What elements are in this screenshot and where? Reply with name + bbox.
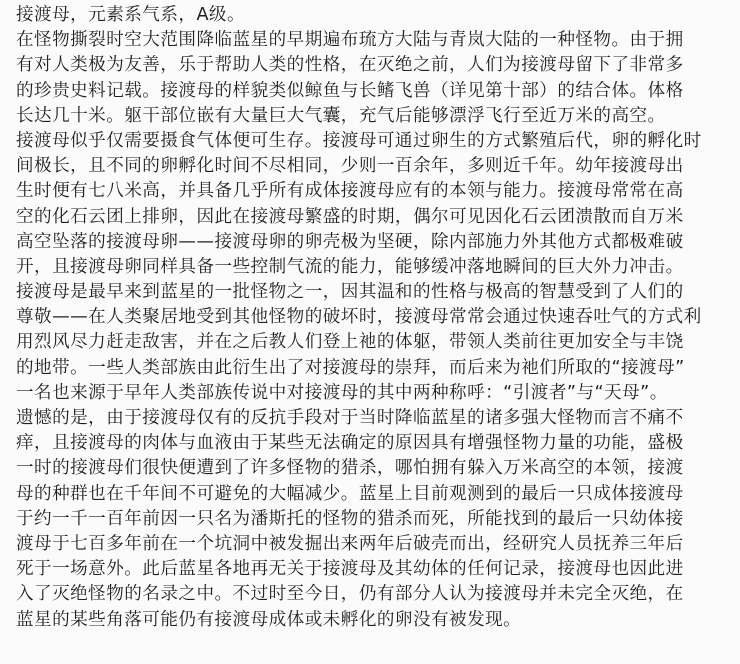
text-line: 于约一千一百年前因一只名为潘斯托的怪物的猎杀而死，所能找到的最后一只幼体接 bbox=[16, 508, 684, 529]
text-line: 生时便有七八米高，并具备几乎所有成体接渡母应有的本领与能力。接渡母常常在高 bbox=[16, 181, 684, 202]
text-line: 开，且接渡母卵同样具备一些控制气流的能力，能够缓冲落地瞬间的巨大外力冲击。 bbox=[16, 256, 684, 277]
text-line: 遗憾的是，由于接渡母仅有的反抗手段对于当时降临蓝星的诸多强大怪物而言不痛不 bbox=[16, 408, 684, 428]
text-line: 入了灭绝怪物的名录之中。不过时至今日，仍有部分人认为接渡母并未完全灭绝，在 bbox=[16, 584, 684, 605]
text-line: 的地带。一些人类部族由此衍生出了对接渡母的崇拜，而后来为祂们所取的“接渡母” bbox=[16, 357, 685, 378]
text-line: 渡母于七百多年前在一个坑洞中被发掘出来两年后破壳而出，经研究人员抚养三年后 bbox=[16, 533, 684, 554]
text-line: 的珍贵史料记载。接渡母的样貌类似鲸鱼与长鳍飞兽（详见第十部）的结合体。体格 bbox=[16, 80, 684, 101]
text-line: 死于一场意外。此后蓝星各地再无关于接渡母及其幼体的任何记录，接渡母也因此进 bbox=[16, 559, 684, 580]
text-line: 痒，且接渡母的肉体与血液由于某些无法确定的原因具有增强怪物力量的功能，盛极 bbox=[16, 433, 684, 454]
text-line: 接渡母是最早来到蓝星的一批怪物之一，因其温和的性格与极高的智慧受到了人们的 bbox=[16, 282, 684, 303]
text-line: 用烈风尽力赶走敌害，并在之后教人们登上祂的体躯，带领人类前往更加安全与丰饶 bbox=[16, 332, 684, 353]
text-line: 蓝星的某些角落可能仍有接渡母成体或未孵化的卵没有被发现。 bbox=[16, 609, 522, 630]
text-line: 一时的接渡母们很快便遭到了许多怪物的猎杀，哪怕拥有躲入万米高空的本领，接渡 bbox=[16, 458, 684, 479]
text-line: 有对人类极为友善，乐于帮助人类的性格，在灭绝之前，人们为接渡母留下了非常多 bbox=[16, 55, 684, 76]
text-line: 一名也来源于早年人类部族传说中对接渡母的其中两种称呼：“引渡者”与“天母”。 bbox=[16, 382, 668, 403]
text-line: 尊敬——在人类聚居地受到其他怪物的破坏时，接渡母常常会通过快速吞吐气的方式利 bbox=[16, 307, 702, 328]
text-line: 母的种群也在千年间不可避免的大幅减少。蓝星上目前观测到的最后一只成体接渡母 bbox=[16, 483, 684, 504]
text-line-title: 接渡母，元素系气系，A级。 bbox=[16, 5, 246, 25]
text-line: 在怪物撕裂时空大范围降临蓝星的早期遍布琉方大陆与青岚大陆的一种怪物。由于拥 bbox=[16, 30, 684, 51]
text-line: 高空坠落的接渡母卵——接渡母卵的卵壳极为坚硬，除内部施力外其他方式都极难破 bbox=[16, 231, 684, 252]
text-line: 间极长，且不同的卵孵化时间不尽相同，少则一百余年，多则近千年。幼年接渡母出 bbox=[16, 156, 684, 177]
text-line: 空的化石云团上排卵，因此在接渡母繁盛的时期，偶尔可见因化石云团溃散而自万米 bbox=[16, 206, 684, 227]
text-line: 接渡母似乎仅需要摄食气体便可生存。接渡母可通过卵生的方式繁殖后代，卵的孵化时 bbox=[16, 130, 702, 151]
text-line: 长达几十米。躯干部位嵌有大量巨大气囊，充气后能够漂浮飞行至近万米的高空。 bbox=[16, 105, 666, 126]
